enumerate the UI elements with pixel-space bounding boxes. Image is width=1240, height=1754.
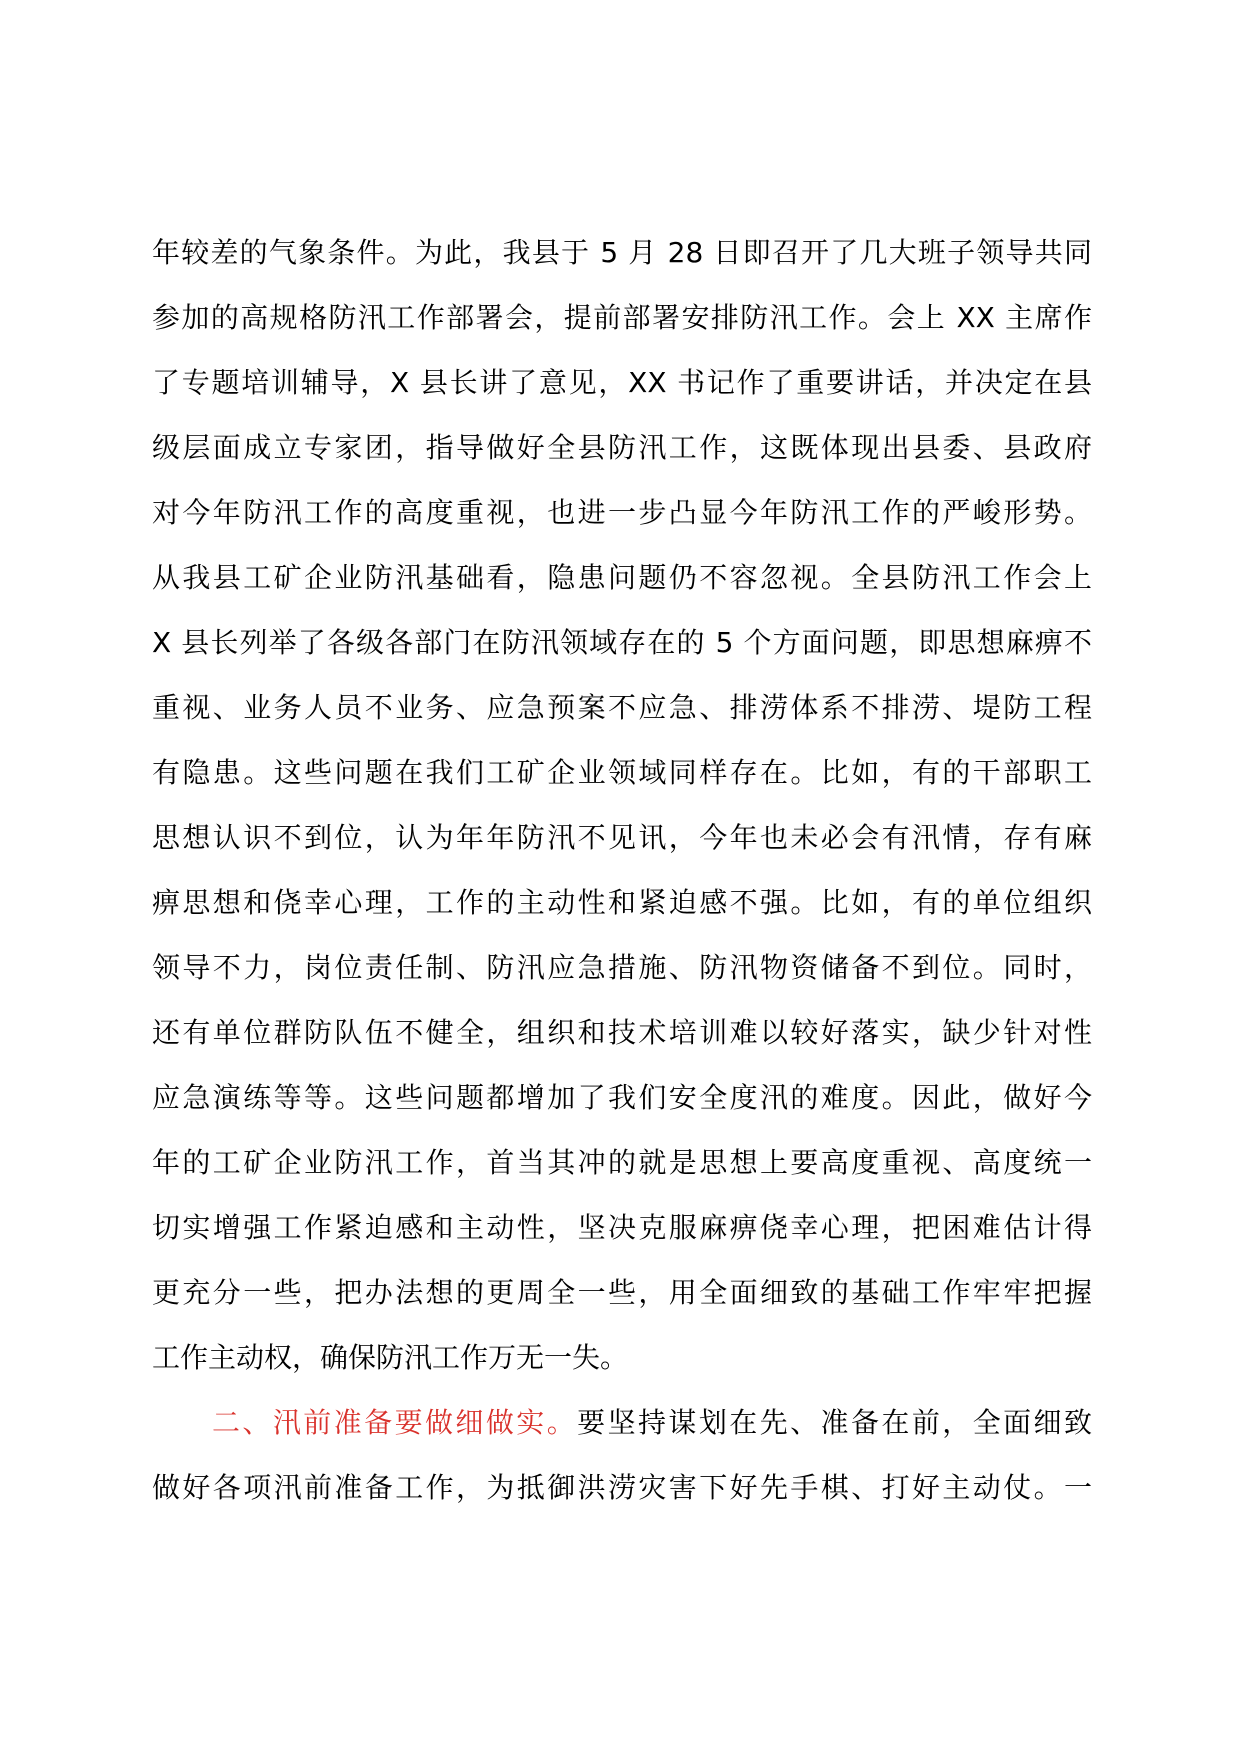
text-line: 级层面成立专家团，指导做好全县防汛工作，这既体现出县委、县政府	[152, 431, 1092, 464]
text-line: 了专题培训辅导，X 县长讲了意见，XX 书记作了重要讲话，并决定在县	[152, 366, 1092, 399]
text-line: 从我县工矿企业防汛基础看，隐患问题仍不容忽视。全县防汛工作会上	[152, 561, 1092, 594]
text-line: 对今年防汛工作的高度重视，也进一步凸显今年防汛工作的严峻形势。	[152, 496, 1092, 529]
text-line: 年较差的气象条件。为此，我县于 5 月 28 日即召开了几大班子领导共同	[152, 236, 1092, 269]
text-line: 痹思想和侥幸心理，工作的主动性和紧迫感不强。比如，有的单位组织	[152, 886, 1092, 919]
text-line: 重视、业务人员不业务、应急预案不应急、排涝体系不排涝、堤防工程	[152, 691, 1092, 724]
text-line: 参加的高规格防汛工作部署会，提前部署安排防汛工作。会上 XX 主席作	[152, 301, 1092, 334]
text-line: 做好各项汛前准备工作，为抵御洪涝灾害下好先手棋、打好主动仗。一	[152, 1471, 1092, 1504]
paragraph-1	[152, 220, 1092, 1390]
section-heading-continuation: 要坚持谋划在先、准备在前，全面细致	[577, 1406, 1092, 1439]
text-line: 切实增强工作紧迫感和主动性，坚决克服麻痹侥幸心理，把困难估计得	[152, 1211, 1092, 1244]
text-line: 应急演练等等。这些问题都增加了我们安全度汛的难度。因此，做好今	[152, 1081, 1092, 1114]
text-line: 还有单位群防队伍不健全，组织和技术培训难以较好落实，缺少针对性	[152, 1016, 1092, 1049]
text-line	[152, 1390, 1092, 1455]
text-line: 年的工矿企业防汛工作，首当其冲的就是思想上要高度重视、高度统一	[152, 1146, 1092, 1179]
text-line: 更充分一些，把办法想的更周全一些，用全面细致的基础工作牢牢把握	[152, 1276, 1092, 1309]
paragraph-2	[152, 1390, 1092, 1520]
section-heading: 二、汛前准备要做细做实。	[212, 1406, 578, 1439]
text-line: 领导不力，岗位责任制、防汛应急措施、防汛物资储备不到位。同时，	[152, 951, 1092, 984]
document-body	[152, 220, 1092, 1520]
text-line: 有隐患。这些问题在我们工矿企业领域同样存在。比如，有的干部职工	[152, 756, 1092, 789]
text-line: 思想认识不到位，认为年年防汛不见讯，今年也未必会有汛情，存有麻	[152, 821, 1092, 854]
text-line: X 县长列举了各级各部门在防汛领域存在的 5 个方面问题，即思想麻痹不	[152, 626, 1092, 659]
text-line: 工作主动权，确保防汛工作万无一失。	[152, 1341, 629, 1374]
